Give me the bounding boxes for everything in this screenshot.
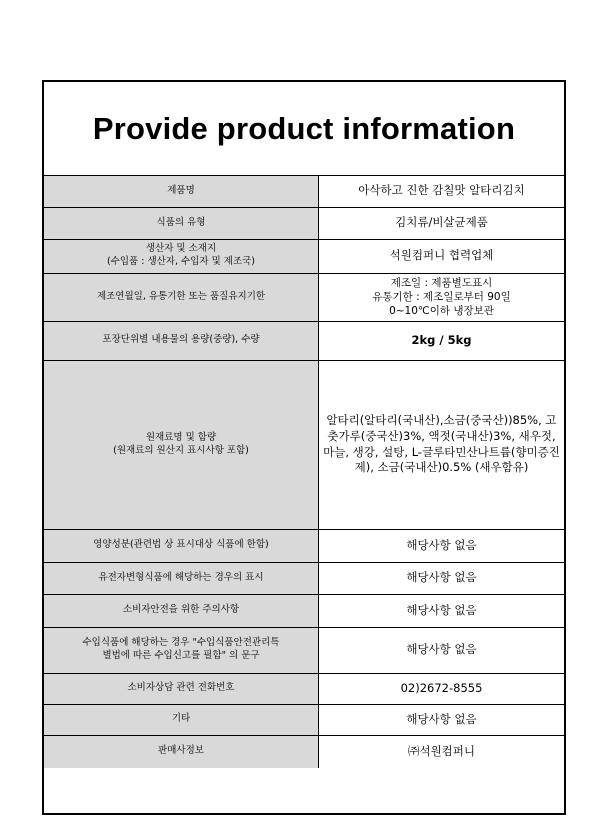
row-value: 아삭하고 진한 감칠맛 알타리김치 [319,176,565,207]
table-row-product-name [44,176,564,207]
row-label: 영양성분(관련법 상 표시대상 식품에 한함) [44,529,319,562]
table-row-gmo [44,562,564,594]
row-value: 2kg / 5kg [319,321,565,360]
row-value: 김치류/비살균제품 [319,207,565,239]
row-label: 포장단위별 내용물의 용량(중량), 수량 [44,321,319,360]
table-row-ingredients [44,360,564,529]
table-row-seller [44,735,564,768]
table-row-safety [44,594,564,627]
table-row-dates [44,273,564,321]
row-value: 해당사항 없음 [319,562,565,594]
row-value: 석원컴퍼니 협력업체 [319,239,565,273]
row-value: 알타리(알타리(국내산),소금(중국산))85%, 고춧가루(중국산)3%, 액젓(국내산)3%, 새우젓, 마늘, 생강, 설탕, L-글루타민산나트륨(향미증진제), 소금(국내산)0.5% (새우함유) [319,360,565,529]
table-row-nutrition [44,529,564,562]
row-value: 해당사항 없음 [319,627,565,673]
product-info-table [44,176,564,768]
row-value: 해당사항 없음 [319,704,565,735]
table-row-food-type [44,207,564,239]
row-label: 원재료명 및 함량 (원재료의 원산지 표시사항 포함) [44,360,319,529]
table-row-producer [44,239,564,273]
row-label: 소비자안전을 위한 주의사항 [44,594,319,627]
row-value: ㈜석원컴퍼니 [319,735,565,768]
row-value: 제조일 : 제품별도표시 유통기한 : 제조일로부터 90일 0~10℃이하 냉장보관 [319,273,565,321]
row-label: 유전자변형식품에 해당하는 경우의 표시 [44,562,319,594]
row-label: 생산자 및 소재지 (수입품 : 생산자, 수입자 및 제조국) [44,239,319,273]
row-label: 제품명 [44,176,319,207]
table-row-import [44,627,564,673]
table-row-etc [44,704,564,735]
row-value: 해당사항 없음 [319,529,565,562]
row-label: 소비자상담 관련 전화번호 [44,673,319,704]
table-row-capacity [44,321,564,360]
page-title: Provide product information [44,82,564,176]
row-label: 식품의 유형 [44,207,319,239]
table-row-phone [44,673,564,704]
product-info-sheet [42,80,566,815]
row-label: 제조연월일, 유통기한 또는 품질유지기한 [44,273,319,321]
row-label: 판매사정보 [44,735,319,768]
row-label: 기타 [44,704,319,735]
row-value: 02)2672-8555 [319,673,565,704]
row-label: 수입식품에 해당하는 경우 "수입식품안전관리특 별법에 따른 수입신고를 필함" 의 문구 [44,627,319,673]
row-value: 해당사항 없음 [319,594,565,627]
